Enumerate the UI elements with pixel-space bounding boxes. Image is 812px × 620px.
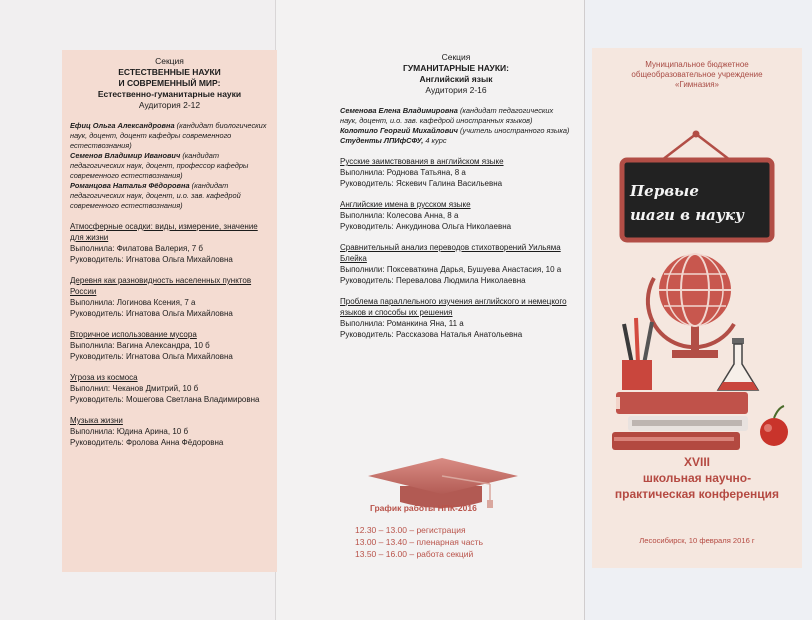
expert-role: 4 курс (423, 136, 447, 145)
talk-author: Выполнили: Поксеваткина Дарья, Бушуева Анастасия, 10 а (340, 265, 562, 274)
section-title: ЕСТЕСТВЕННЫЕ НАУКИ (118, 67, 221, 77)
talk-item (70, 415, 269, 448)
section-label: Секция (441, 52, 471, 62)
section-header (340, 52, 572, 96)
talk-item (340, 296, 572, 340)
talk-item (70, 221, 269, 265)
expert-name: Колотило Георгий Михайлович (340, 126, 458, 135)
talk-title: Сравнительный анализ переводов стихотворений Уильяма Блейка (340, 243, 561, 263)
talk-item (340, 242, 572, 286)
expert-entry (70, 151, 269, 181)
expert-entry (340, 106, 572, 126)
chalkboard-icon (622, 160, 772, 240)
apple-icon (760, 418, 788, 446)
talk-title: Угроза из космоса (70, 373, 138, 382)
talk-supervisor: Руководитель: Фролова Анна Фёдоровна (70, 438, 224, 447)
talk-title: Музыка жизни (70, 416, 123, 425)
science-illustration (592, 128, 802, 453)
talk-supervisor: Руководитель: Яскевич Галина Васильевна (340, 179, 503, 188)
experts-list (340, 106, 572, 146)
section-subtitle: Английский язык (419, 74, 493, 84)
room-number: Аудитория 2-16 (425, 85, 487, 95)
expert-name: Ефиц Ольга Александровна (70, 121, 175, 130)
board-text-line-1: Первые (630, 182, 699, 200)
organization-line: Муниципальное бюджетное (645, 60, 749, 69)
brochure-cover (592, 48, 802, 568)
talk-supervisor: Руководитель: Анкудинова Ольга Николаевна (340, 222, 512, 231)
organization-line: «Гимназия» (675, 80, 719, 89)
natural-sciences-section (62, 50, 277, 572)
talk-title: Вторичное использование мусора (70, 330, 197, 339)
expert-entry (70, 121, 269, 151)
schedule-title: График работы НПК-2016 (370, 503, 477, 513)
talk-title: Атмосферные осадки: виды, измерение, значение для жизни (70, 222, 258, 242)
section-subtitle: Естественно-гуманитарные науки (97, 89, 242, 99)
conference-title-line-1: школьная научно- (642, 471, 752, 485)
talk-author: Выполнила: Колесова Анна, 8 а (340, 211, 459, 220)
talk-item (340, 199, 572, 232)
section-header (70, 56, 269, 111)
book-icon (616, 392, 748, 414)
board-text-line-2: шаги в науку (630, 206, 744, 224)
talk-title: Проблема параллельного изучения английского и немецкого языков и способы их решения (340, 297, 567, 317)
talk-supervisor: Руководитель: Перевалова Людмила Николаевна (340, 276, 526, 285)
expert-name: Романцова Наталья Фёдоровна (70, 181, 190, 190)
talk-supervisor: Руководитель: Игнатова Ольга Михайловна (70, 255, 233, 264)
pencil-cup-icon (622, 360, 652, 390)
expert-role: (кандидат педагогических наук, доцент, профессор кафедры современного естествознания) (70, 151, 249, 180)
section-title: ГУМАНИТАРНЫЕ НАУКИ: (403, 63, 509, 73)
section-title-line-2: И СОВРЕМЕННЫЙ МИР: (118, 78, 221, 88)
talk-author: Выполнила: Вагина Александра, 10 б (70, 341, 210, 350)
talk-author: Выполнил: Чеканов Дмитрий, 10 б (70, 384, 199, 393)
organization-line: общеобразовательное учреждение (631, 70, 763, 79)
experts-list (70, 121, 269, 211)
talk-supervisor: Руководитель: Игнатова Ольга Михайловна (70, 352, 233, 361)
organization-name (592, 60, 802, 90)
expert-entry (70, 181, 269, 211)
expert-role: (кандидат педагогических наук, доцент, и.о. зав. кафедрой современного естествознания) (70, 181, 241, 210)
talk-author: Выполнила: Филатова Валерия, 7 б (70, 244, 204, 253)
talk-author: Выполнила: Юдина Арина, 10 б (70, 427, 189, 436)
talk-author: Выполнила: Роднова Татьяна, 8 а (340, 168, 466, 177)
expert-role: (кандидат педагогических наук, доцент, и.о. зав. кафедрой иностранных языков) (340, 106, 554, 125)
schedule (355, 502, 575, 560)
expert-role: (кандидат биологических наук, доцент, доцент кафедры современного естествознания) (70, 121, 267, 150)
humanities-section (340, 52, 572, 340)
schedule-item: 13.50 – 16.00 – работа секций (355, 549, 474, 559)
talk-title: Английские имена в русском языке (340, 200, 471, 209)
talk-item (70, 275, 269, 319)
talk-supervisor: Руководитель: Игнатова Ольга Михайловна (70, 309, 233, 318)
talk-title: Деревня как разновидность населенных пунктов России (70, 276, 252, 296)
section-label: Секция (155, 56, 184, 66)
schedule-item: 12.30 – 13.00 – регистрация (355, 525, 466, 535)
conference-number: XVIII (683, 455, 710, 469)
talk-item (70, 329, 269, 362)
talk-supervisor: Руководитель: Мошегова Светлана Владимировна (70, 395, 260, 404)
place-and-date: Лесосибирск, 10 февраля 2016 г (639, 536, 755, 545)
room-number: Аудитория 2-12 (138, 100, 201, 110)
talk-supervisor: Руководитель: Рассказова Наталья Анатольевна (340, 330, 523, 339)
expert-name: Семенов Владимир Иванович (70, 151, 181, 160)
expert-role: (учитель иностранного языка) (457, 126, 570, 135)
talk-author: Выполнила: Романкина Яна, 11 а (340, 319, 464, 328)
expert-entry (340, 126, 572, 136)
schedule-item: 13.00 – 13.40 – пленарная часть (355, 537, 483, 547)
expert-name: Семенова Елена Владимировна (340, 106, 458, 115)
expert-name: Студенты ЛПИфСФУ, (340, 136, 424, 145)
board-hanger-icon (662, 134, 730, 160)
talk-item (340, 156, 572, 189)
conference-title-line-2: практическая конференция (614, 487, 780, 501)
talk-title: Русские заимствования в английском языке (340, 157, 504, 166)
conference-title (592, 454, 802, 502)
talk-author: Выполнила: Логинова Ксения, 7 а (70, 298, 196, 307)
talk-item (70, 372, 269, 405)
expert-entry (340, 136, 572, 146)
